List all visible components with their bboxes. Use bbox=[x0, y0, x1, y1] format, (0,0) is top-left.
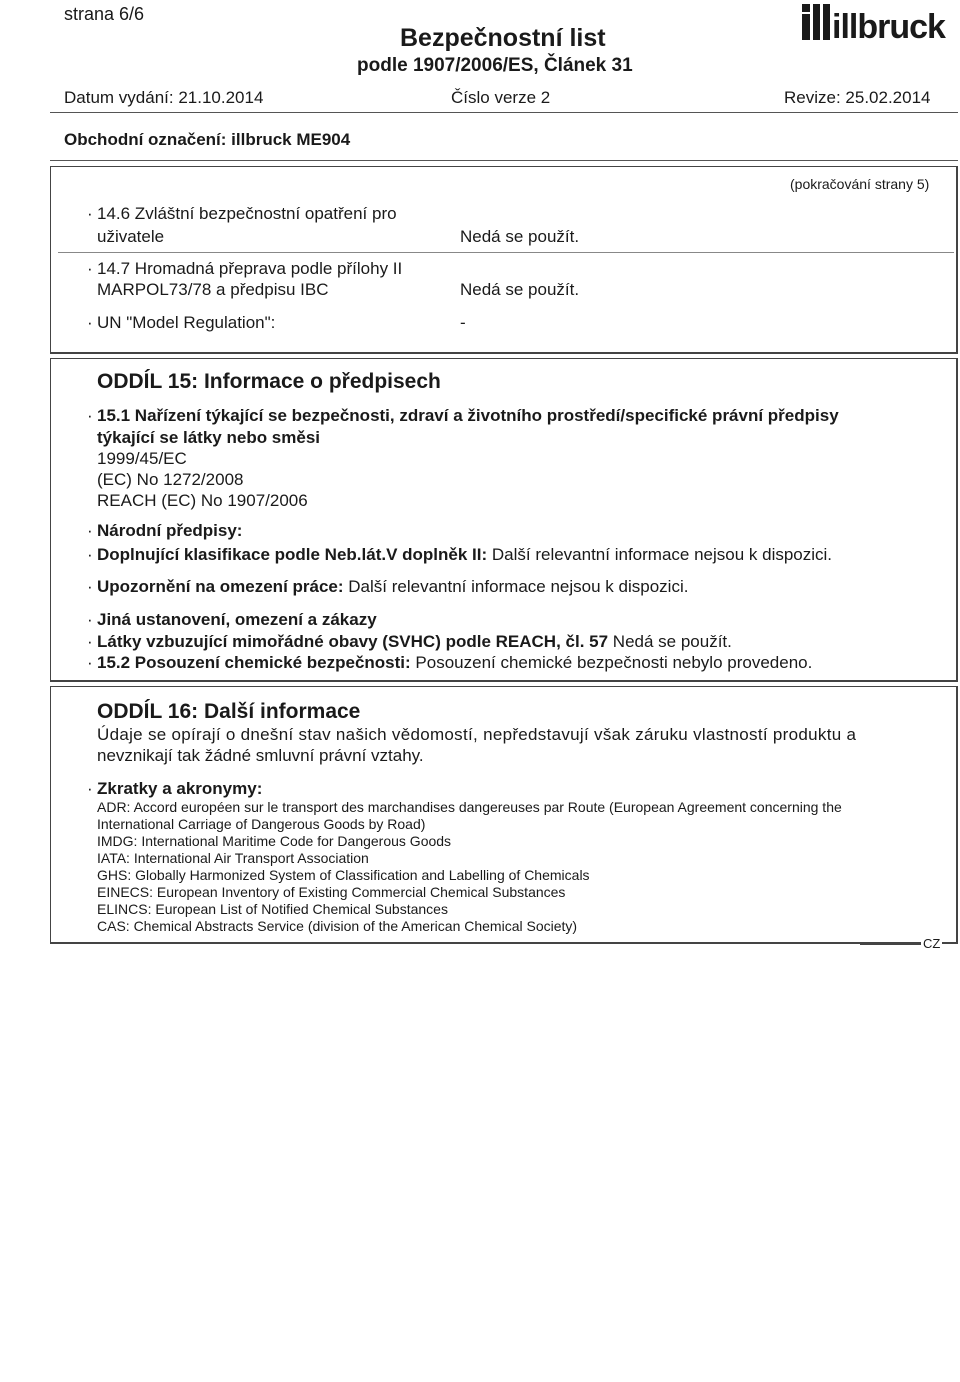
illbruck-logo bbox=[800, 2, 960, 42]
abbreviation-item: ELINCS: European List of Notified Chemical Substances bbox=[97, 901, 448, 917]
un-model-label: UN "Model Regulation": bbox=[97, 313, 276, 332]
logo-text: illbruck bbox=[832, 8, 945, 42]
bullet: · bbox=[87, 204, 93, 223]
abbreviations-label: Zkratky a akronymy: bbox=[97, 779, 263, 798]
item-14-7-value: Nedá se použít. bbox=[460, 280, 580, 299]
bullet: · bbox=[87, 259, 93, 278]
item-14-7-label-2: MARPOL73/78 a předpisu IBC bbox=[97, 280, 329, 299]
abbreviation-item: ADR: Accord européen sur le transport des marchandises dangereuses par Route (European Agreement concerning the bbox=[97, 799, 842, 815]
item-14-6-value: Nedá se použít. bbox=[460, 227, 580, 246]
product-rule bbox=[50, 160, 958, 161]
issue-date: Datum vydání: 21.10.2014 bbox=[64, 88, 264, 107]
chemical-safety-assessment bbox=[97, 653, 812, 673]
product-name: Obchodní označení: illbruck ME904 bbox=[64, 130, 351, 149]
work-restrictions-label: Upozornění na omezení práce: bbox=[97, 577, 344, 596]
version-number: Číslo verze 2 bbox=[451, 88, 551, 107]
bullet: · bbox=[87, 632, 93, 651]
item-14-6-label-2: uživatele bbox=[97, 227, 165, 246]
document-subtitle: podle 1907/2006/ES, Článek 31 bbox=[357, 55, 633, 76]
document-title: Bezpečnostní list bbox=[400, 24, 606, 52]
supplementary-classification bbox=[97, 545, 832, 565]
bullet: · bbox=[87, 653, 93, 672]
item-15-2-label: 15.2 Posouzení chemické bezpečnosti: bbox=[97, 653, 411, 672]
header-rule bbox=[50, 112, 958, 113]
bullet: · bbox=[87, 521, 93, 540]
svhc-label: Látky vzbuzující mimořádné obavy (SVHC) podle REACH, čl. 57 bbox=[97, 632, 609, 651]
bullet: · bbox=[87, 545, 93, 564]
row-rule bbox=[58, 252, 954, 253]
abbreviation-item: GHS: Globally Harmonized System of Classification and Labelling of Chemicals bbox=[97, 867, 590, 883]
item-15-1-label-2: týkající se látky nebo směsi bbox=[97, 428, 321, 447]
svhc-line bbox=[97, 632, 732, 652]
supplementary-value: Další relevantní informace nejsou k dispozici. bbox=[491, 545, 833, 564]
item-15-1-label-1: 15.1 Nařízení týkající se bezpečnosti, zdraví a životního prostředí/specifické právní předpisy bbox=[97, 406, 839, 425]
section-15-title: ODDÍL 15: Informace o předpisech bbox=[97, 370, 441, 393]
bullet: · bbox=[87, 577, 93, 596]
other-provisions-label: Jiná ustanovení, omezení a zákazy bbox=[97, 610, 377, 629]
work-restrictions bbox=[97, 577, 688, 597]
abbreviation-item: EINECS: European Inventory of Existing Commercial Chemical Substances bbox=[97, 884, 566, 900]
bullet: · bbox=[87, 779, 93, 798]
page-number: strana 6/6 bbox=[64, 4, 145, 24]
item-14-7-label-1: 14.7 Hromadná přeprava podle přílohy II bbox=[97, 259, 403, 278]
section-16-title: ODDÍL 16: Další informace bbox=[97, 700, 361, 723]
abbreviation-item: IATA: International Air Transport Association bbox=[97, 850, 369, 866]
abbreviation-item: International Carriage of Dangerous Goods by Road) bbox=[97, 816, 426, 832]
bullet: · bbox=[87, 406, 93, 425]
work-restrictions-value: Další relevantní informace nejsou k dispozici. bbox=[348, 577, 689, 596]
abbreviation-item: IMDG: International Maritime Code for Dangerous Goods bbox=[97, 833, 452, 849]
svhc-value: Nedá se použít. bbox=[612, 632, 732, 651]
regulation-item: REACH (EC) No 1907/2006 bbox=[97, 491, 308, 510]
disclaimer-line-2: nevznikají tak žádné smluvní právní vztahy. bbox=[97, 746, 424, 765]
revision-date: Revize: 25.02.2014 bbox=[784, 88, 931, 107]
un-model-value: - bbox=[460, 313, 466, 332]
abbreviation-item: CAS: Chemical Abstracts Service (division of the American Chemical Society) bbox=[97, 918, 578, 934]
bullet: · bbox=[87, 313, 93, 332]
continuation-note: (pokračování strany 5) bbox=[790, 176, 930, 192]
supplementary-label: Doplnující klasifikace podle Neb.lát.V doplněk II: bbox=[97, 545, 488, 564]
disclaimer-line-1: Údaje se opírají o dnešní stav našich vědomostí, nepředstavují však záruku vlastností produktu a bbox=[97, 725, 857, 744]
country-code: CZ bbox=[923, 936, 941, 951]
item-14-6-label-1: 14.6 Zvláštní bezpečnostní opatření pro bbox=[97, 204, 397, 223]
national-regulations-label: Národní předpisy: bbox=[97, 521, 243, 540]
bullet: · bbox=[87, 610, 93, 629]
item-15-2-value: Posouzení chemické bezpečnosti nebylo provedeno. bbox=[415, 653, 813, 672]
regulation-item: (EC) No 1272/2008 bbox=[97, 470, 244, 489]
regulation-item: 1999/45/EC bbox=[97, 449, 187, 468]
